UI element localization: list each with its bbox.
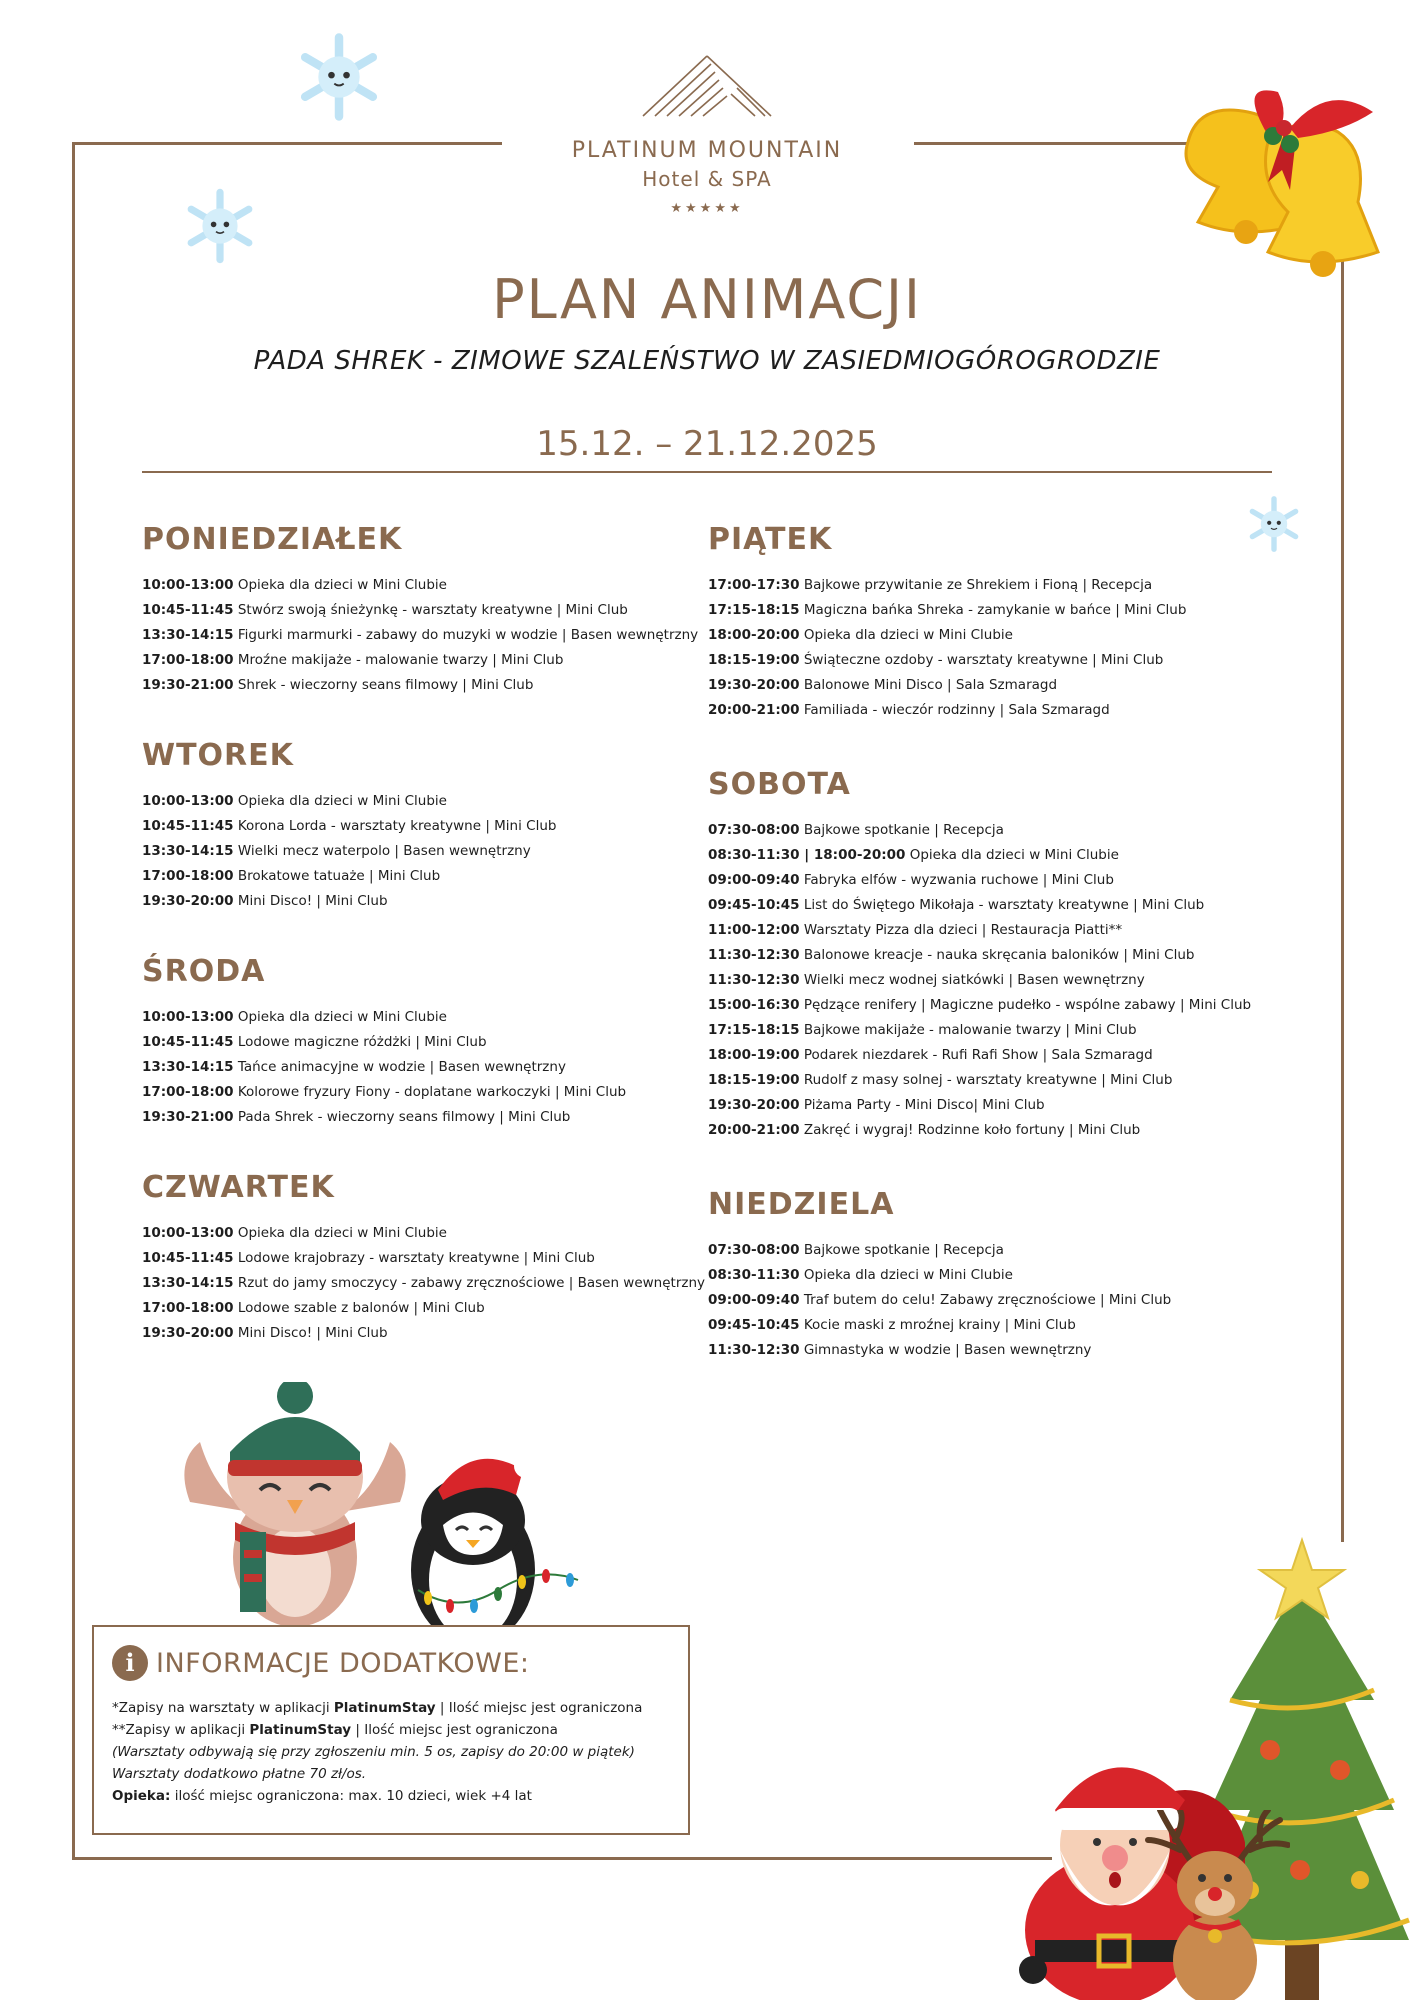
schedule-item bbox=[708, 698, 1186, 723]
schedule-item bbox=[142, 673, 698, 698]
event-text: Lodowe krajobrazy - warsztaty kreatywne | Mini Club bbox=[237, 1250, 595, 1266]
schedule-item bbox=[142, 1296, 705, 1321]
event-text: Opieka dla dzieci w Mini Clubie bbox=[909, 847, 1119, 863]
schedule-item bbox=[708, 1118, 1251, 1143]
reindeer-illustration bbox=[1140, 1810, 1290, 2000]
schedule-item bbox=[708, 868, 1251, 893]
event-text: Podarek niezdarek - Rufi Rafi Show | Sala Szmaragd bbox=[803, 1047, 1153, 1063]
event-text: List do Świętego Mikołaja - warsztaty kreatywne | Mini Club bbox=[803, 897, 1205, 913]
schedule-item bbox=[142, 1271, 705, 1296]
schedule-item bbox=[142, 789, 556, 814]
schedule-item bbox=[708, 818, 1251, 843]
schedule-item bbox=[708, 1018, 1251, 1043]
info-title: INFORMACJE DODATKOWE: bbox=[156, 1647, 530, 1679]
event-time: 13:30-14:15 bbox=[142, 627, 234, 643]
day-section-friday bbox=[708, 522, 1186, 723]
event-text: Piżama Party - Mini Disco| Mini Club bbox=[803, 1097, 1045, 1113]
brand-subtitle: Hotel & SPA bbox=[642, 167, 772, 191]
event-text: Zakręć i wygraj! Rodzinne koło fortuny | Mini Club bbox=[803, 1122, 1141, 1138]
schedule-item bbox=[142, 839, 556, 864]
event-text: Opieka dla dzieci w Mini Clubie bbox=[803, 1267, 1013, 1283]
event-text: Bajkowe makijaże - malowanie twarzy | Mini Club bbox=[803, 1022, 1137, 1038]
brand-name: PLATINUM MOUNTAIN bbox=[571, 138, 843, 163]
event-text: Pada Shrek - wieczorny seans filmowy | Mini Club bbox=[237, 1109, 571, 1125]
event-text: Kolorowe fryzury Fiony - doplatane warkoczyki | Mini Club bbox=[237, 1084, 627, 1100]
day-section-sunday bbox=[708, 1187, 1171, 1363]
event-text: Balonowe kreacje - nauka skręcania baloników | Mini Club bbox=[803, 947, 1195, 963]
day-section-monday bbox=[142, 522, 698, 698]
schedule-item bbox=[142, 1055, 626, 1080]
event-time: 18:00-20:00 bbox=[708, 627, 800, 643]
schedule-item bbox=[708, 1338, 1171, 1363]
event-time: 07:30-08:00 bbox=[708, 1242, 800, 1258]
schedule-item bbox=[708, 1263, 1171, 1288]
event-text: Bajkowe spotkanie | Recepcja bbox=[803, 1242, 1004, 1258]
event-text: Kocie maski z mroźnej krainy | Mini Club bbox=[803, 1317, 1076, 1333]
day-name: PONIEDZIAŁEK bbox=[142, 522, 403, 557]
event-time: 09:45-10:45 bbox=[708, 1317, 800, 1333]
schedule-item bbox=[142, 814, 556, 839]
schedule-item bbox=[708, 673, 1186, 698]
event-time: 19:30-20:00 bbox=[142, 893, 234, 909]
event-text: Pędzące renifery | Magiczne pudełko - wspólne zabawy | Mini Club bbox=[803, 997, 1252, 1013]
schedule-item bbox=[142, 864, 556, 889]
event-time: 19:30-21:00 bbox=[142, 677, 234, 693]
day-name: WTOREK bbox=[142, 738, 294, 773]
schedule-item bbox=[142, 573, 698, 598]
event-time: 10:45-11:45 bbox=[142, 1034, 234, 1050]
schedule-item bbox=[142, 623, 698, 648]
info-header bbox=[112, 1645, 530, 1681]
day-name: PIĄTEK bbox=[708, 522, 833, 557]
event-time: 17:00-17:30 bbox=[708, 577, 800, 593]
event-text: Lodowe szable z balonów | Mini Club bbox=[237, 1300, 485, 1316]
day-section-saturday bbox=[708, 767, 1251, 1143]
day-name: SOBOTA bbox=[708, 767, 851, 802]
event-time: 08:30-11:30 | 18:00-20:00 bbox=[708, 847, 906, 863]
schedule-item bbox=[142, 889, 556, 914]
event-time: 09:00-09:40 bbox=[708, 1292, 800, 1308]
schedule-item bbox=[708, 1068, 1251, 1093]
event-time: 11:30-12:30 bbox=[708, 972, 800, 988]
event-time: 08:30-11:30 bbox=[708, 1267, 800, 1283]
event-time: 11:30-12:30 bbox=[708, 947, 800, 963]
event-text: Warsztaty Pizza dla dzieci | Restauracja Piatti** bbox=[803, 922, 1123, 938]
event-text: Wielki mecz wodnej siatkówki | Basen wewnętrzny bbox=[803, 972, 1145, 988]
event-time: 10:45-11:45 bbox=[142, 1250, 234, 1266]
schedule-item bbox=[708, 968, 1251, 993]
schedule-item bbox=[708, 993, 1251, 1018]
info-icon: i bbox=[112, 1645, 148, 1681]
event-time: 11:00-12:00 bbox=[708, 922, 800, 938]
brand-stars: ★★★★★ bbox=[670, 201, 744, 216]
event-time: 11:30-12:30 bbox=[708, 1342, 800, 1358]
owl-illustration bbox=[170, 1382, 420, 1632]
event-time: 15:00-16:30 bbox=[708, 997, 800, 1013]
schedule-item bbox=[708, 573, 1186, 598]
snowflake-icon bbox=[1244, 494, 1304, 554]
event-time: 17:00-18:00 bbox=[142, 652, 234, 668]
event-time: 17:15-18:15 bbox=[708, 602, 800, 618]
event-time: 18:00-19:00 bbox=[708, 1047, 800, 1063]
snowflake-icon bbox=[180, 186, 260, 266]
event-text: Opieka dla dzieci w Mini Clubie bbox=[237, 577, 447, 593]
event-text: Traf butem do celu! Zabawy zręcznościowe | Mini Club bbox=[803, 1292, 1172, 1308]
event-time: 17:00-18:00 bbox=[142, 868, 234, 884]
event-time: 13:30-14:15 bbox=[142, 1275, 234, 1291]
additional-info-box bbox=[92, 1625, 690, 1835]
event-text: Fabryka elfów - wyzwania ruchowe | Mini Club bbox=[803, 872, 1114, 888]
schedule-item bbox=[708, 893, 1251, 918]
event-text: Brokatowe tatuaże | Mini Club bbox=[237, 868, 441, 884]
event-time: 09:00-09:40 bbox=[708, 872, 800, 888]
event-text: Bajkowe przywitanie ze Shrekiem i Fioną | Recepcja bbox=[803, 577, 1153, 593]
day-name: ŚRODA bbox=[142, 954, 266, 989]
event-time: 17:00-18:00 bbox=[142, 1084, 234, 1100]
event-text: Świąteczne ozdoby - warsztaty kreatywne | Mini Club bbox=[803, 652, 1164, 668]
event-text: Rudolf z masy solnej - warsztaty kreatywne | Mini Club bbox=[803, 1072, 1173, 1088]
day-section-wednesday bbox=[142, 954, 626, 1130]
event-time: 13:30-14:15 bbox=[142, 843, 234, 859]
schedule-item bbox=[708, 1288, 1171, 1313]
schedule-item bbox=[708, 598, 1186, 623]
frame-left bbox=[72, 142, 75, 1860]
event-text: Mroźne makijaże - malowanie twarzy | Mini Club bbox=[237, 652, 564, 668]
event-text: Balonowe Mini Disco | Sala Szmaragd bbox=[803, 677, 1058, 693]
event-time: 10:00-13:00 bbox=[142, 1225, 234, 1241]
schedule-item bbox=[142, 1080, 626, 1105]
frame-bottom bbox=[72, 1857, 1052, 1860]
event-time: 17:15-18:15 bbox=[708, 1022, 800, 1038]
event-text: Opieka dla dzieci w Mini Clubie bbox=[237, 1225, 447, 1241]
info-line: **Zapisy w aplikacji PlatinumStay | Ilość miejsc jest ograniczona bbox=[112, 1722, 558, 1738]
event-text: Lodowe magiczne różdżki | Mini Club bbox=[237, 1034, 487, 1050]
schedule-item bbox=[708, 1313, 1171, 1338]
info-lines bbox=[112, 1697, 642, 1807]
date-range: 15.12. – 21.12.2025 bbox=[536, 424, 878, 464]
schedule-item bbox=[708, 1093, 1251, 1118]
event-time: 13:30-14:15 bbox=[142, 1059, 234, 1075]
page-subtitle: PADA SHREK - ZIMOWE SZALEŃSTWO W ZASIEDMIOGÓROGRODZIE bbox=[253, 346, 1161, 376]
schedule-item bbox=[142, 1105, 626, 1130]
event-time: 10:00-13:00 bbox=[142, 793, 234, 809]
event-text: Gimnastyka w wodzie | Basen wewnętrzny bbox=[803, 1342, 1092, 1358]
event-time: 19:30-20:00 bbox=[708, 677, 800, 693]
schedule-item bbox=[708, 843, 1251, 868]
info-line: *Zapisy na warsztaty w aplikacji PlatinumStay | Ilość miejsc jest ograniczona bbox=[112, 1700, 643, 1716]
info-line: (Warsztaty odbywają się przy zgłoszeniu min. 5 os, zapisy do 20:00 w piątek) bbox=[112, 1744, 635, 1760]
schedule-item bbox=[708, 1238, 1171, 1263]
schedule-item bbox=[708, 1043, 1251, 1068]
event-text: Figurki marmurki - zabawy do muzyki w wodzie | Basen wewnętrzny bbox=[237, 627, 699, 643]
page-title: PLAN ANIMACJI bbox=[492, 268, 922, 331]
event-text: Stwórz swoją śnieżynkę - warsztaty kreatywne | Mini Club bbox=[237, 602, 628, 618]
event-time: 19:30-21:00 bbox=[142, 1109, 234, 1125]
event-time: 17:00-18:00 bbox=[142, 1300, 234, 1316]
event-text: Tańce animacyjne w wodzie | Basen wewnętrzny bbox=[237, 1059, 566, 1075]
event-time: 18:15-19:00 bbox=[708, 652, 800, 668]
day-section-thursday bbox=[142, 1170, 705, 1346]
title-divider bbox=[142, 471, 1272, 473]
bells-icon bbox=[1158, 72, 1394, 292]
day-section-tuesday bbox=[142, 738, 556, 914]
event-time: 10:45-11:45 bbox=[142, 602, 234, 618]
event-time: 10:45-11:45 bbox=[142, 818, 234, 834]
event-time: 20:00-21:00 bbox=[708, 1122, 800, 1138]
event-time: 07:30-08:00 bbox=[708, 822, 800, 838]
event-text: Opieka dla dzieci w Mini Clubie bbox=[803, 627, 1013, 643]
event-text: Korona Lorda - warsztaty kreatywne | Mini Club bbox=[237, 818, 557, 834]
event-text: Opieka dla dzieci w Mini Clubie bbox=[237, 793, 447, 809]
event-text: Mini Disco! | Mini Club bbox=[237, 893, 388, 909]
schedule-item bbox=[142, 1221, 705, 1246]
event-text: Bajkowe spotkanie | Recepcja bbox=[803, 822, 1004, 838]
schedule-item bbox=[708, 623, 1186, 648]
penguin-illustration bbox=[388, 1440, 598, 1645]
event-text: Rzut do jamy smoczycy - zabawy zręcznościowe | Basen wewnętrzny bbox=[237, 1275, 706, 1291]
schedule-item bbox=[142, 598, 698, 623]
schedule-item bbox=[142, 1005, 626, 1030]
event-time: 19:30-20:00 bbox=[708, 1097, 800, 1113]
event-text: Wielki mecz waterpolo | Basen wewnętrzny bbox=[237, 843, 531, 859]
schedule-item bbox=[708, 943, 1251, 968]
schedule-item bbox=[142, 648, 698, 673]
event-time: 19:30-20:00 bbox=[142, 1325, 234, 1341]
event-time: 10:00-13:00 bbox=[142, 577, 234, 593]
schedule-item bbox=[142, 1321, 705, 1346]
day-name: CZWARTEK bbox=[142, 1170, 335, 1205]
mountain-logo-icon bbox=[637, 50, 777, 120]
event-time: 18:15-19:00 bbox=[708, 1072, 800, 1088]
schedule-item bbox=[142, 1246, 705, 1271]
info-line: Warsztaty dodatkowo płatne 70 zł/os. bbox=[112, 1766, 367, 1782]
event-text: Familiada - wieczór rodzinny | Sala Szmaragd bbox=[803, 702, 1110, 718]
event-time: 10:00-13:00 bbox=[142, 1009, 234, 1025]
schedule-item bbox=[142, 1030, 626, 1055]
event-text: Opieka dla dzieci w Mini Clubie bbox=[237, 1009, 447, 1025]
schedule-item bbox=[708, 648, 1186, 673]
event-text: Mini Disco! | Mini Club bbox=[237, 1325, 388, 1341]
day-name: NIEDZIELA bbox=[708, 1187, 895, 1222]
event-text: Magiczna bańka Shreka - zamykanie w bańce | Mini Club bbox=[803, 602, 1187, 618]
info-line: Opieka: ilość miejsc ograniczona: max. 10 dzieci, wiek +4 lat bbox=[112, 1788, 532, 1804]
event-time: 20:00-21:00 bbox=[708, 702, 800, 718]
snowflake-icon bbox=[292, 30, 386, 124]
schedule-item bbox=[708, 918, 1251, 943]
event-time: 09:45-10:45 bbox=[708, 897, 800, 913]
event-text: Shrek - wieczorny seans filmowy | Mini Club bbox=[237, 677, 534, 693]
